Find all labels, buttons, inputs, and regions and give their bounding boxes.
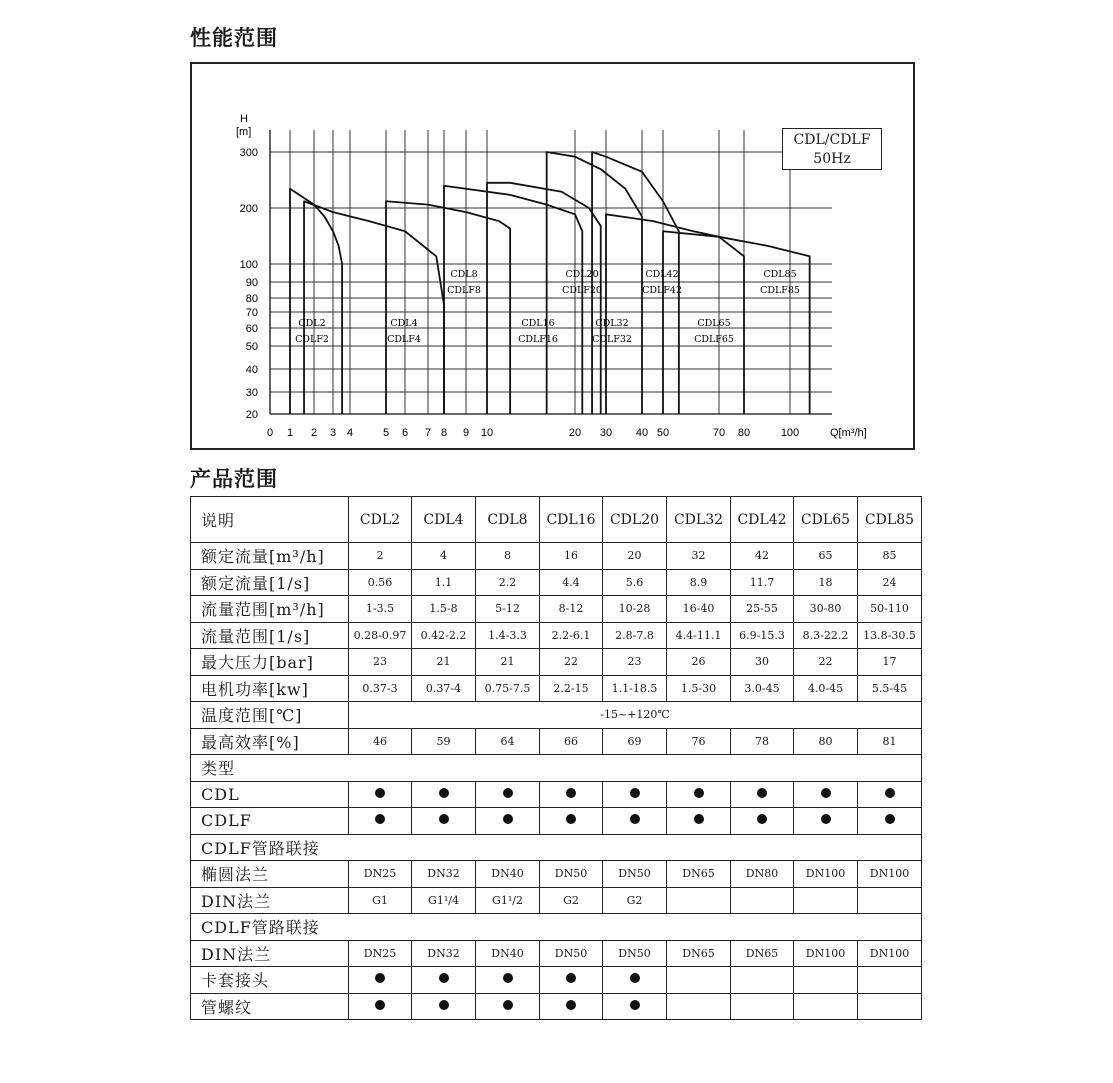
value-cell: 4	[412, 543, 476, 570]
x-tick-label: 30	[599, 427, 613, 439]
value-cell: 2.8-7.8	[603, 622, 667, 649]
filled-dot-icon	[694, 788, 704, 798]
curve-cdl65	[606, 214, 744, 414]
value-cell: 3.0-45	[731, 675, 794, 702]
value-cell: DN100	[794, 940, 858, 967]
din-flange-row	[191, 940, 922, 967]
value-cell: 78	[731, 728, 794, 755]
connection-section-row	[191, 834, 922, 861]
dot-cell	[412, 781, 476, 808]
value-cell: 1.1	[412, 569, 476, 596]
dot-cell	[667, 781, 731, 808]
model-label-f: CDLF4	[387, 334, 421, 345]
row-label: 最大压力[bar]	[191, 649, 349, 676]
value-cell: 16-40	[667, 596, 731, 623]
filled-dot-icon	[503, 1000, 513, 1010]
dot-cell	[540, 967, 603, 994]
filled-dot-icon	[694, 814, 704, 824]
performance-chart	[190, 62, 915, 450]
dot-cell	[349, 993, 412, 1020]
header-label: 说明	[191, 497, 349, 543]
value-cell	[731, 887, 794, 914]
section-label: 类型	[191, 755, 922, 782]
model-header: CDL16	[540, 497, 603, 543]
filled-dot-icon	[566, 1000, 576, 1010]
value-cell	[667, 887, 731, 914]
section-label: CDLF管路联接	[191, 834, 922, 861]
type-section-row	[191, 755, 922, 782]
model-label-f: CDLF2	[295, 334, 329, 345]
value-cell: 0.28-0.97	[349, 622, 412, 649]
table-row	[191, 675, 922, 702]
value-cell: 25-55	[731, 596, 794, 623]
value-cell: 11.7	[731, 569, 794, 596]
row-label: 额定流量[1/s]	[191, 569, 349, 596]
value-cell: 0.37-3	[349, 675, 412, 702]
x-tick-label: 100	[780, 427, 800, 439]
value-cell: 22	[540, 649, 603, 676]
dot-cell	[858, 967, 922, 994]
value-cell: 16	[540, 543, 603, 570]
value-cell: DN100	[858, 940, 922, 967]
row-label: DIN法兰	[191, 940, 349, 967]
value-cell: 1.5-30	[667, 675, 731, 702]
dot-cell	[731, 967, 794, 994]
value-cell: 80	[794, 728, 858, 755]
model-label-f: CDLF42	[642, 285, 682, 296]
value-cell: 18	[794, 569, 858, 596]
row-label: 额定流量[m³/h]	[191, 543, 349, 570]
x-tick-label: 4	[346, 427, 354, 439]
value-cell: 0.37-4	[412, 675, 476, 702]
model-header: CDL65	[794, 497, 858, 543]
value-cell: DN50	[603, 861, 667, 888]
legend-line2: 50Hz	[813, 151, 851, 167]
value-cell: DN100	[858, 861, 922, 888]
value-cell: 66	[540, 728, 603, 755]
x-tick-label: 5	[382, 427, 390, 439]
value-cell: 20	[603, 543, 667, 570]
dot-cell	[603, 781, 667, 808]
value-cell: 10-28	[603, 596, 667, 623]
dot-cell	[794, 808, 858, 835]
value-cell: 5.5-45	[858, 675, 922, 702]
x-axis-label: Q[m³/h]	[830, 427, 867, 439]
row-label: 椭圆法兰	[191, 861, 349, 888]
model-label: CDL16	[521, 318, 555, 329]
dot-cell	[603, 993, 667, 1020]
type-row	[191, 808, 922, 835]
table-header-row	[191, 497, 922, 543]
filled-dot-icon	[757, 788, 767, 798]
dot-cell	[476, 808, 540, 835]
model-label: CDL20	[565, 269, 599, 280]
dot-cell	[540, 993, 603, 1020]
x-tick-label: 2	[310, 427, 318, 439]
model-label: CDL65	[697, 318, 731, 329]
row-label: 电机功率[kw]	[191, 675, 349, 702]
y-tick-label: 50	[245, 341, 258, 353]
product-spec-table	[190, 496, 922, 1020]
value-cell: 5.6	[603, 569, 667, 596]
value-cell: 23	[603, 649, 667, 676]
value-cell: 32	[667, 543, 731, 570]
value-cell: 1.5-8	[412, 596, 476, 623]
filled-dot-icon	[757, 814, 767, 824]
model-label: CDL32	[595, 318, 629, 329]
row-label: 流量范围[1/s]	[191, 622, 349, 649]
value-cell: DN25	[349, 940, 412, 967]
filled-dot-icon	[439, 788, 449, 798]
y-tick-label: 30	[245, 387, 258, 399]
value-cell: DN65	[731, 940, 794, 967]
pipe-thread-row	[191, 993, 922, 1020]
dot-cell	[603, 967, 667, 994]
value-cell: 2.2-6.1	[540, 622, 603, 649]
curve-cdl85	[663, 231, 810, 414]
value-cell: DN50	[540, 861, 603, 888]
row-label: CDLF	[191, 808, 349, 835]
model-header: CDL4	[412, 497, 476, 543]
section-label: CDLF管路联接	[191, 914, 922, 941]
value-cell: DN50	[540, 940, 603, 967]
y-tick-label: 100	[239, 259, 258, 271]
value-cell: 24	[858, 569, 922, 596]
table-row	[191, 569, 922, 596]
x-tick-label: 70	[712, 427, 726, 439]
model-label: CDL42	[645, 269, 679, 280]
model-label-f: CDLF85	[760, 285, 800, 296]
value-cell: G1¹/4	[412, 887, 476, 914]
filled-dot-icon	[566, 814, 576, 824]
value-cell: 1.1-18.5	[603, 675, 667, 702]
curve-cdl16	[444, 186, 582, 414]
filled-dot-icon	[375, 788, 385, 798]
dot-cell	[476, 781, 540, 808]
y-tick-label: 70	[245, 307, 258, 319]
table-row	[191, 543, 922, 570]
dot-cell	[731, 781, 794, 808]
x-tick-label: 1	[286, 427, 294, 439]
value-cell: 8.3-22.2	[794, 622, 858, 649]
filled-dot-icon	[630, 973, 640, 983]
row-label: CDL	[191, 781, 349, 808]
row-label: 最高效率[%]	[191, 728, 349, 755]
value-cell: G2	[603, 887, 667, 914]
value-cell: 1.4-3.3	[476, 622, 540, 649]
value-cell: G1	[349, 887, 412, 914]
dot-cell	[794, 967, 858, 994]
value-cell: 2.2-15	[540, 675, 603, 702]
value-cell: 2.2	[476, 569, 540, 596]
value-cell: 13.8-30.5	[858, 622, 922, 649]
value-cell: 1-3.5	[349, 596, 412, 623]
dot-cell	[476, 993, 540, 1020]
value-cell: DN25	[349, 861, 412, 888]
dot-cell	[540, 781, 603, 808]
model-header: CDL42	[731, 497, 794, 543]
value-cell: DN40	[476, 940, 540, 967]
x-tick-label: 0	[266, 427, 274, 439]
value-cell: G1¹/2	[476, 887, 540, 914]
dot-cell	[412, 808, 476, 835]
model-label-f: CDLF65	[694, 334, 734, 345]
value-cell: 5-12	[476, 596, 540, 623]
value-cell: G2	[540, 887, 603, 914]
model-header: CDL2	[349, 497, 412, 543]
curve-cdl4	[304, 201, 444, 414]
value-cell: DN65	[667, 861, 731, 888]
value-cell: DN80	[731, 861, 794, 888]
x-tick-label: 40	[635, 427, 649, 439]
value-cell: 64	[476, 728, 540, 755]
row-label: 卡套接头	[191, 967, 349, 994]
x-tick-label: 50	[656, 427, 670, 439]
value-cell: 17	[858, 649, 922, 676]
filled-dot-icon	[821, 788, 831, 798]
row-label: 管螺纹	[191, 993, 349, 1020]
y-tick-label: 20	[245, 409, 258, 421]
products-title: 产品范围	[190, 467, 278, 491]
filled-dot-icon	[503, 788, 513, 798]
type-row	[191, 781, 922, 808]
value-cell: 30	[731, 649, 794, 676]
model-label: CDL2	[298, 318, 326, 329]
temperature-value: -15~+120℃	[349, 702, 922, 729]
row-label: DIN法兰	[191, 887, 349, 914]
filled-dot-icon	[885, 814, 895, 824]
legend-line1: CDL/CDLF	[793, 132, 871, 148]
x-tick-label: 6	[401, 427, 409, 439]
x-tick-label: 7	[424, 427, 432, 439]
row-label: 流量范围[m³/h]	[191, 596, 349, 623]
filled-dot-icon	[439, 814, 449, 824]
model-label: CDL85	[763, 269, 797, 280]
table-row	[191, 622, 922, 649]
filled-dot-icon	[630, 788, 640, 798]
x-tick-label: 10	[480, 427, 494, 439]
table-row	[191, 649, 922, 676]
value-cell: 59	[412, 728, 476, 755]
row-label: 温度范围[℃]	[191, 702, 349, 729]
x-tick-label: 9	[462, 427, 470, 439]
value-cell: 42	[731, 543, 794, 570]
value-cell: 21	[412, 649, 476, 676]
value-cell: 0.56	[349, 569, 412, 596]
dot-cell	[540, 808, 603, 835]
value-cell: 26	[667, 649, 731, 676]
value-cell: 30-80	[794, 596, 858, 623]
value-cell: 76	[667, 728, 731, 755]
dot-cell	[412, 967, 476, 994]
filled-dot-icon	[375, 973, 385, 983]
dot-cell	[667, 967, 731, 994]
performance-chart-svg	[192, 64, 917, 452]
filled-dot-icon	[630, 1000, 640, 1010]
filled-dot-icon	[566, 973, 576, 983]
table-row	[191, 596, 922, 623]
filled-dot-icon	[375, 1000, 385, 1010]
x-tick-label: 80	[737, 427, 751, 439]
model-label-f: CDLF16	[518, 334, 558, 345]
value-cell: 69	[603, 728, 667, 755]
dot-cell	[858, 781, 922, 808]
value-cell	[794, 887, 858, 914]
value-cell: 6.9-15.3	[731, 622, 794, 649]
curve-cdl2	[290, 189, 342, 414]
model-label-f: CDLF8	[447, 285, 481, 296]
value-cell	[858, 887, 922, 914]
value-cell: DN32	[412, 940, 476, 967]
value-cell: DN32	[412, 861, 476, 888]
dot-cell	[476, 967, 540, 994]
value-cell: 22	[794, 649, 858, 676]
model-label-f: CDLF20	[562, 285, 602, 296]
y-axis-unit: [m]	[236, 126, 252, 138]
value-cell: 4.4	[540, 569, 603, 596]
value-cell: DN40	[476, 861, 540, 888]
dot-cell	[349, 808, 412, 835]
value-cell: 21	[476, 649, 540, 676]
value-cell: 8-12	[540, 596, 603, 623]
y-tick-label: 80	[245, 293, 258, 305]
value-cell: 2	[349, 543, 412, 570]
filled-dot-icon	[375, 814, 385, 824]
value-cell: 8	[476, 543, 540, 570]
filled-dot-icon	[503, 814, 513, 824]
value-cell: 4.4-11.1	[667, 622, 731, 649]
value-cell: DN65	[667, 940, 731, 967]
filled-dot-icon	[503, 973, 513, 983]
dot-cell	[794, 993, 858, 1020]
connection-section-row	[191, 914, 922, 941]
dot-cell	[412, 993, 476, 1020]
model-label: CDL4	[390, 318, 418, 329]
value-cell: 8.9	[667, 569, 731, 596]
model-label: CDL8	[450, 269, 478, 280]
filled-dot-icon	[630, 814, 640, 824]
dot-cell	[858, 993, 922, 1020]
model-label-f: CDLF32	[592, 334, 632, 345]
dot-cell	[349, 967, 412, 994]
ferrule-row	[191, 967, 922, 994]
chart-legend-box	[782, 128, 882, 170]
temperature-row	[191, 702, 922, 729]
filled-dot-icon	[439, 1000, 449, 1010]
filled-dot-icon	[439, 973, 449, 983]
dot-cell	[794, 781, 858, 808]
x-tick-label: 3	[329, 427, 337, 439]
dot-cell	[603, 808, 667, 835]
dot-cell	[731, 993, 794, 1020]
y-tick-label: 60	[245, 323, 258, 335]
y-tick-label: 40	[245, 364, 258, 376]
value-cell: 65	[794, 543, 858, 570]
value-cell: 46	[349, 728, 412, 755]
dot-cell	[667, 808, 731, 835]
value-cell: 0.75-7.5	[476, 675, 540, 702]
x-tick-label: 8	[440, 427, 448, 439]
dot-cell	[667, 993, 731, 1020]
model-header: CDL32	[667, 497, 731, 543]
value-cell: 23	[349, 649, 412, 676]
filled-dot-icon	[821, 814, 831, 824]
curve-cdl42	[592, 152, 679, 414]
y-tick-label: 90	[245, 277, 258, 289]
dot-cell	[731, 808, 794, 835]
y-tick-label: 300	[239, 147, 258, 159]
x-tick-label: 20	[568, 427, 582, 439]
value-cell: DN100	[794, 861, 858, 888]
value-cell: DN50	[603, 940, 667, 967]
filled-dot-icon	[566, 788, 576, 798]
value-cell: 81	[858, 728, 922, 755]
y-axis-label: H	[240, 113, 248, 125]
model-header: CDL20	[603, 497, 667, 543]
value-cell: 4.0-45	[794, 675, 858, 702]
oval-flange-row	[191, 861, 922, 888]
value-cell: 50-110	[858, 596, 922, 623]
performance-title: 性能范围	[190, 26, 278, 50]
y-tick-label: 200	[239, 203, 258, 215]
filled-dot-icon	[885, 788, 895, 798]
value-cell: 0.42-2.2	[412, 622, 476, 649]
value-cell: 85	[858, 543, 922, 570]
model-header: CDL8	[476, 497, 540, 543]
din-flange-row	[191, 887, 922, 914]
dot-cell	[349, 781, 412, 808]
model-header: CDL85	[858, 497, 922, 543]
dot-cell	[858, 808, 922, 835]
efficiency-row	[191, 728, 922, 755]
